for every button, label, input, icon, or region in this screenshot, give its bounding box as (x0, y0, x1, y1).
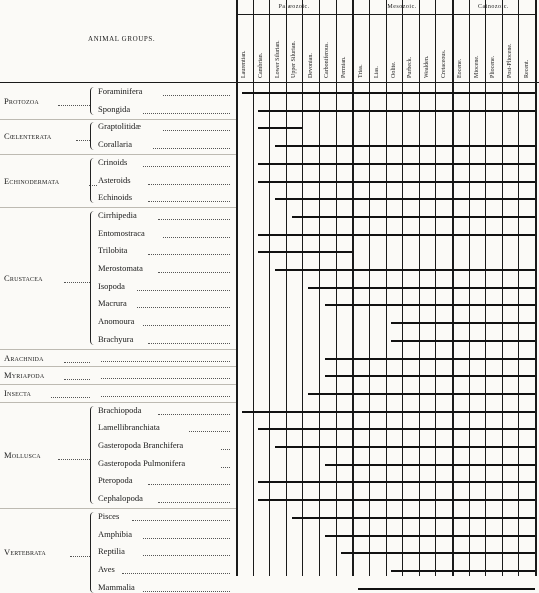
subgroup-leader-dots (158, 219, 230, 220)
group-leader-dots (58, 459, 90, 460)
range-bar (391, 570, 535, 572)
group-label: Myriapoda (4, 370, 45, 381)
period-divider-line (302, 0, 303, 576)
period-label: Carboniferous. (324, 42, 331, 78)
group-separator (0, 384, 236, 385)
subgroup-leader-dots (143, 166, 230, 167)
group-leader-dots (64, 379, 90, 380)
subgroup-label: Macrura (98, 298, 127, 309)
subgroup-leader-dots (143, 555, 230, 556)
subgroup-leader-dots (189, 431, 230, 432)
period-divider-line (269, 0, 270, 576)
subgroup-label: Brachiopoda (98, 404, 142, 415)
subgroup-leader-dots (137, 307, 230, 308)
range-bar (258, 110, 535, 112)
subgroup-label: Gasteropoda Branchifera (98, 440, 184, 450)
group-brace (90, 211, 95, 345)
range-bar (325, 304, 535, 306)
range-bar (258, 428, 535, 430)
range-bar (258, 127, 302, 129)
subgroup-leader-dots (221, 449, 230, 450)
period-label: Trias. (357, 64, 364, 78)
era-divider-line (535, 0, 537, 576)
subgroup-label: Brachyura (98, 333, 134, 344)
subgroup-label: Spongida (98, 103, 131, 114)
period-label: Wealden. (424, 55, 431, 78)
range-bar (308, 287, 535, 289)
period-label: Permian. (340, 56, 347, 78)
group-label: Arachnida (4, 352, 44, 363)
subgroup-leader-dots (143, 113, 230, 114)
period-label: Laurentian. (241, 50, 248, 78)
subgroup-label: Corallaria (98, 139, 132, 150)
period-label: Lias. (374, 66, 381, 78)
group-label: Cœlenterata (4, 131, 52, 142)
subgroup-leader-dots (158, 414, 230, 415)
period-label: Post-Pliocene. (507, 43, 514, 78)
period-label: Cambrian. (257, 52, 264, 78)
period-label: Devonian. (307, 53, 314, 78)
subgroup-label: Aves (98, 563, 115, 574)
group-leader-dots (76, 140, 90, 141)
subgroup-leader-dots (148, 254, 230, 255)
subgroup-label: Gasteropoda Pulmonifera (98, 457, 186, 468)
range-bar (308, 393, 535, 395)
subgroup-label: Cephalopoda (98, 493, 143, 504)
group-brace (90, 406, 95, 505)
subgroup-label: Pisces (98, 510, 120, 521)
group-leader-dots (70, 556, 90, 557)
range-bar (325, 375, 535, 377)
subgroup-label: Entomostraca (98, 227, 145, 238)
group-leader-dots (51, 397, 90, 398)
range-bar (258, 234, 535, 236)
group-label: Vertebrata (4, 547, 46, 558)
period-label: Purbeck. (407, 56, 414, 78)
subgroup-label: Pteropoda (98, 475, 133, 486)
subgroup-label: Isopoda (98, 280, 125, 291)
subgroup-label: Foraminifera (98, 86, 143, 96)
subgroup-leader-dots (137, 290, 230, 291)
group-separator (0, 154, 236, 155)
group-label: Mollusca (4, 449, 41, 460)
period-label: Cretaceous. (440, 49, 447, 78)
subgroup-leader-dots (153, 148, 230, 149)
group-label: Insecta (4, 387, 32, 398)
subgroup-label: Amphibia (98, 528, 132, 539)
subgroup-leader-dots (158, 502, 230, 503)
range-bar (275, 145, 535, 147)
subgroup-label: Reptilia (98, 546, 125, 557)
era-label: Palæozoic. (278, 4, 310, 10)
period-label: Eocene. (457, 58, 464, 78)
period-label: Miocene. (473, 55, 480, 78)
era-label: Mesozoic. (387, 4, 417, 10)
group-leader-dots (58, 105, 90, 106)
period-label: Oolite. (390, 61, 397, 78)
subgroup-label: Cirrhipedia (98, 209, 137, 220)
range-bar (258, 181, 535, 183)
group-label: Crustacea (4, 272, 43, 283)
group-brace (90, 512, 95, 593)
range-bar (391, 322, 535, 324)
range-bar (258, 499, 535, 501)
group-separator (0, 402, 236, 403)
subgroup-label: Anomoura (98, 316, 135, 327)
range-bar (292, 517, 535, 519)
subgroup-label: Asteroids (98, 174, 131, 185)
group-label: Protozoa (4, 95, 39, 106)
range-bar (325, 358, 535, 360)
group-brace (90, 122, 95, 150)
group-separator (0, 207, 236, 208)
subgroup-label: Graptolitidæ (98, 121, 141, 132)
range-bar (391, 340, 535, 342)
subgroup-leader-dots (101, 361, 230, 362)
subgroup-label: Echinoids (98, 192, 132, 203)
subgroup-leader-dots (148, 484, 230, 485)
subgroup-label: Mammalia (98, 581, 135, 592)
subgroup-label: Crinoids (98, 156, 128, 167)
subgroup-leader-dots (148, 201, 230, 202)
subgroup-label: Trilobita (98, 245, 128, 256)
era-divider-line (236, 0, 238, 576)
group-brace (90, 158, 95, 203)
range-bar (292, 216, 535, 218)
subgroup-label: Lamellibranchiata (98, 422, 160, 433)
period-label: Pliocene. (490, 55, 497, 78)
subgroup-leader-dots (143, 538, 230, 539)
subgroup-leader-dots (158, 272, 230, 273)
subgroup-leader-dots (101, 396, 230, 397)
subgroup-leader-dots (163, 95, 230, 96)
range-bar (325, 535, 535, 537)
group-leader-dots (64, 282, 90, 283)
range-bar (258, 481, 535, 483)
group-separator (0, 119, 236, 120)
range-bar (258, 163, 535, 165)
subgroup-leader-dots (132, 520, 230, 521)
subgroup-leader-dots (163, 237, 230, 238)
range-bar (275, 198, 535, 200)
subgroup-leader-dots (143, 591, 230, 592)
subgroup-leader-dots (122, 573, 230, 574)
range-bar (358, 588, 535, 590)
subgroup-leader-dots (221, 467, 230, 468)
range-bar (242, 411, 535, 413)
subgroup-leader-dots (148, 184, 230, 185)
range-bar (242, 92, 535, 94)
range-bar (341, 552, 535, 554)
group-leader-dots (64, 362, 90, 363)
subgroup-leader-dots (143, 325, 230, 326)
range-bar (275, 269, 535, 271)
period-divider-line (253, 0, 254, 576)
subgroup-label: Merostomata (98, 263, 143, 273)
range-bar (258, 251, 352, 253)
era-label: Cainozoic. (478, 4, 509, 10)
period-label: Upper Silurian. (291, 41, 298, 78)
group-separator (0, 366, 236, 367)
range-bar (325, 464, 535, 466)
subgroup-leader-dots (148, 343, 230, 344)
subgroup-leader-dots (163, 130, 230, 131)
table-title: ANIMAL GROUPS. (88, 35, 156, 43)
subgroup-leader-dots (101, 378, 230, 379)
period-divider-line (286, 0, 287, 576)
group-label: Echinodermata (4, 175, 60, 186)
group-separator (0, 349, 236, 350)
group-separator (0, 508, 236, 509)
group-brace (90, 87, 95, 115)
period-label: Recent. (523, 59, 530, 78)
period-label: Lower Silurian. (274, 40, 281, 78)
range-bar (275, 446, 535, 448)
